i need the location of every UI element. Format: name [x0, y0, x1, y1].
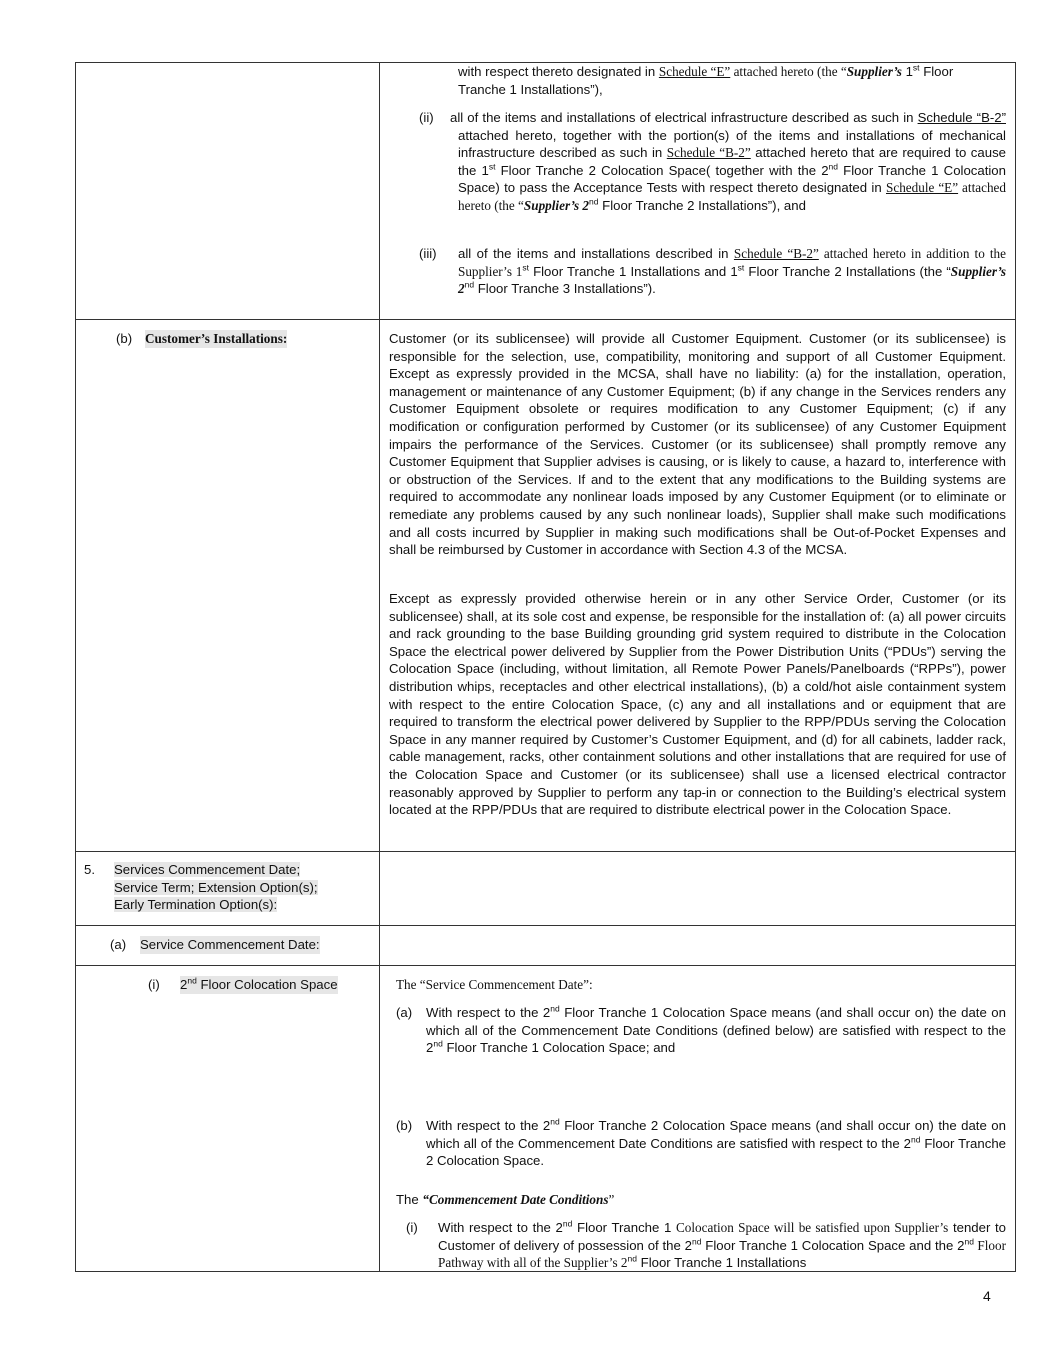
page-number: 4 — [983, 1288, 991, 1304]
item-ii-text: all of the items and installations of electrical infrastructure described as such in Schedule “B-2” attached hereto, together with the portion(s) of the items and installations of mechanical infrastructure described as such in Schedule “B-2” attached hereto that are required to cause the 1st Floor Tranche 2 Colocation Space( together with the 2nd Floor Tranche 1 Colocation Space) to pass the Acceptance Tests with respect thereto designated in Schedule “E” attached hereto (the “Supplier’s 2nd Floor Tranche 2 Installations”), and — [450, 110, 1007, 213]
service-commencement-intro: The “Service Commencement Date”: — [396, 977, 593, 992]
second-floor-marker: (i) — [148, 977, 160, 992]
section-5-heading: Services Commencement Date; Service Term; Extension Option(s); Early Termination Option(s): — [114, 862, 318, 913]
item-a-marker: (a) — [396, 1005, 413, 1020]
customer-installations-para1: Customer (or its sublicensee) will provide all Customer Equipment. Customer (or its sublicensee) is responsible for the selection, use, compatibility, monitoring and support of all Customer Equipment. Except as expressly provided in the MCSA, shall have no liability: (a) for the installation, operation, management or maintenance of any Customer Equipment; (b) if any change in the Services renders any Customer Equipment obsolete or requires modification to any Customer Equipment; (c) if any modification or configuration performed by Customer (or its sublicensee) of any Customer Equipment impairs the performance of the Services. Customer (or its sublicensee) shall promptly remove any Customer Equipment that Supplier advises is causing, or is likely to cause, a hazard to, interference with or obstruction of the Services. If and to the extent that any modifications to the Building systems are required to accommodate any nonlinear loads imposed by any Customer Equipment (or to eliminate or remediate any problems caused by any such nonlinear loads), Supplier shall make such modifications and all costs incurred by Supplier in making such modifications shall be Out-of-Pocket Expenses and shall be reimbursed by Customer in accordance with Section 4.3 of the MCSA. — [389, 331, 1006, 558]
row-divider — [76, 319, 1015, 320]
page-bottom-margin — [0, 1272, 1055, 1365]
table-bottom-border — [75, 1271, 1016, 1272]
commencement-conditions-heading: The “Commencement Date Conditions” — [396, 1192, 615, 1207]
schedule-b2-reference: Schedule “B-2” — [917, 110, 1006, 125]
second-floor-label: 2nd Floor Colocation Space — [180, 975, 338, 992]
column-divider — [379, 63, 380, 1273]
customer-installations-label: Customer’s Installations: — [145, 331, 288, 346]
condition-i-marker: (i) — [406, 1220, 418, 1235]
item-ii-marker: (ii) — [419, 110, 434, 125]
schedule-e-reference: Schedule “E” — [886, 180, 959, 196]
schedule-b2-reference: Schedule “B-2” — [666, 145, 751, 161]
section-5-marker: 5. — [84, 862, 95, 877]
service-commencement-marker: (a) — [110, 937, 127, 952]
item-b-text: With respect to the 2nd Floor Tranche 2 Colocation Space means (and shall occur on) the date on which all of the Commencement Date Conditions are satisfied with respect to the 2nd Floor Tranche 2 Colocation Space. — [426, 1116, 1006, 1169]
item-b-marker: (b) — [396, 1118, 413, 1133]
row-divider — [76, 965, 1015, 966]
item-iii-text: all of the items and installations described in Schedule “B-2” attached hereto in addition to the Supplier’s 1st Floor Tranche 1 Installations and 1st Floor Tranche 2 Installations (the “Supplier’s 2nd Floor Tranche 3 Installations”). — [458, 246, 1006, 297]
item-i-tail: with respect thereto designated in Schedule “E” attached hereto (the “Supplier’s 1st Floor Tranche 1 Installations”), — [458, 62, 954, 97]
customer-installations-marker: (b) — [116, 331, 133, 346]
item-a-text: With respect to the 2nd Floor Tranche 1 Colocation Space means (and shall occur on) the date on which all of the Commencement Date Conditions (defined below) are satisfied with respect to the 2nd Floor Tranche 1 Colocation Space; and — [426, 1003, 1006, 1056]
customer-installations-para2: Except as expressly provided otherwise herein or in any other Service Order, Customer (or its sublicensee) shall, at its sole cost and expense, be responsible for the installation of: (a) all power circuits and rack grounding to the base Building grounding grid system required to distribute in the Colocation Space the electrical power delivered by Supplier from the Power Distribution Units (“PDUs”) serving the Colocation Space (including, without limitation, all Remote Power Panels/Panelboards (“RPPs”), power distribution whips, receptacles and other electrical installations), (b) a cold/hot aisle containment system with respect to the entire Colocation Space, (c) any and all installations and or equipment that are required to transform the electrical power delivered by Supplier to the RPP/PDUs serving the Colocation Space in any manner required by Customer’s Customer Equipment, and (d) for all cabinets, ladder rack, cable management, racks, other containment solutions and other installations that are required for use of the Colocation Space and Customer (or its sublicensee) shall use a licensed electrical contractor reasonably approved by Supplier to perform any tap-in or connection to the Building’s electrical system located at the RPP/PDUs that are required to distribute electrical power in the Colocation Space. — [389, 591, 1006, 818]
schedule-e-reference: Schedule “E” — [658, 64, 731, 79]
row-divider — [76, 851, 1015, 852]
condition-i-text: With respect to the 2nd Floor Tranche 1 Colocation Space will be satisfied upon Supplier’s tender to Customer of delivery of possession of the 2nd Floor Tranche 1 Colocation Space and the 2nd Floor Pathway with all of the Supplier’s 2nd Floor Tranche 1 Installations — [438, 1218, 1007, 1271]
service-commencement-label: Service Commencement Date: — [140, 937, 320, 952]
item-iii-marker: (iii) — [419, 246, 437, 261]
schedule-b2-reference: Schedule “B-2” — [733, 246, 819, 261]
row-divider — [76, 925, 1015, 926]
